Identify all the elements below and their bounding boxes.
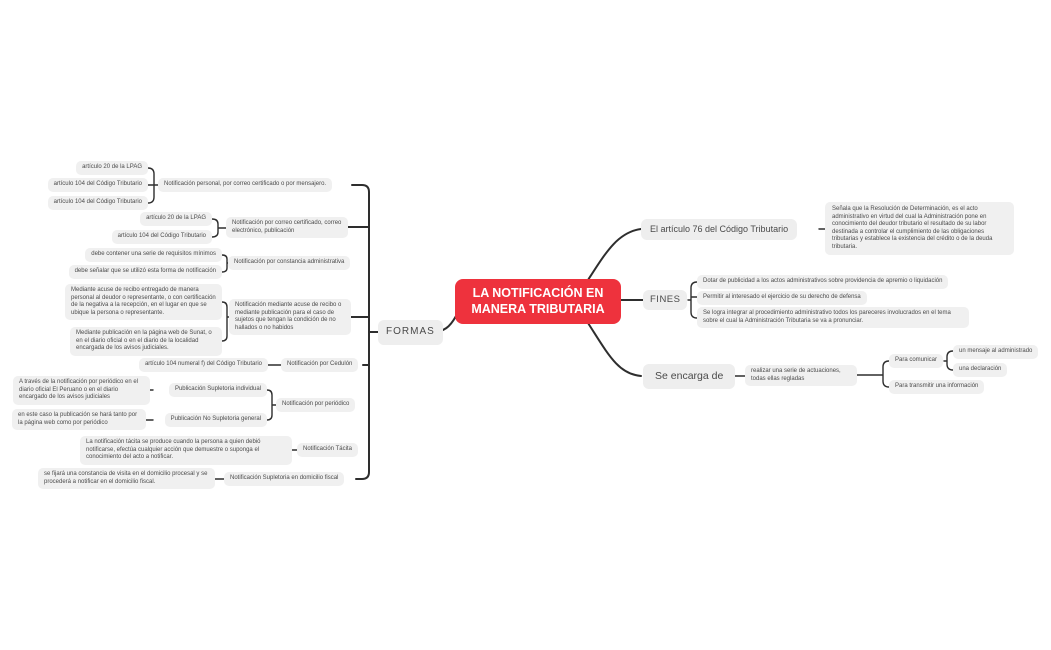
source-node[interactable]: artículo 104 del Código Tributario (48, 196, 148, 210)
source-node[interactable]: A través de la notificación por periódico en el diario oficial El Peruano o en el diario encargado de los avisos judiciales (13, 376, 150, 405)
branch-fines-node[interactable]: FINES (643, 290, 687, 310)
publication-node[interactable]: Publicación No Supletoria general (165, 413, 267, 427)
branch-encarga-node[interactable]: Se encarga de (643, 364, 735, 389)
fines-item-node[interactable]: Dotar de publicidad a los actos administrativos sobre providencia de apremio o liquidación (697, 275, 948, 289)
source-node[interactable]: Mediante acuse de recibo entregado de manera personal al deudor o representante, o con certificación de la negativa a la recepción, en el lugar en que se ubique la persona o representante. (65, 284, 222, 320)
notification-type-node[interactable]: Notificación Tácita (297, 443, 358, 457)
comunicar-item-node[interactable]: una declaración (953, 363, 1007, 377)
source-node[interactable]: artículo 104 del Código Tributario (112, 230, 212, 244)
branch-formas-node[interactable]: FORMAS (378, 320, 443, 345)
source-node[interactable]: La notificación tácita se produce cuando la persona a quien debió notificarse, efectúa cualquier acción que demuestre o suponga el conocimiento del acto a notificar. (80, 436, 292, 465)
fines-item-node[interactable]: Se logra integrar al procedimiento administrativo todos los pareceres involucrados en el tema sobre el cual la Administración Tributaria se va a pronunciar. (697, 307, 969, 328)
notification-type-node[interactable]: Notificación por periódico (276, 398, 355, 412)
publication-node[interactable]: Publicación Supletoria individual (169, 383, 267, 397)
branch-articulo76-node[interactable]: El artículo 76 del Código Tributario (641, 219, 797, 240)
encarga-action-node[interactable]: realizar una serie de actuaciones, todas ellas regladas (745, 365, 857, 386)
central-topic-node[interactable]: LA NOTIFICACIÓN EN MANERA TRIBUTARIA (455, 279, 621, 324)
source-node[interactable]: en este caso la publicación se hará tanto por la página web como por periódico (12, 409, 146, 430)
source-node[interactable]: debe señalar que se utilizó esta forma de notificación (69, 265, 222, 279)
notification-type-node[interactable]: Notificación por correo certificado, correo electrónico, publicación (226, 217, 348, 238)
comunicar-item-node[interactable]: un mensaje al administrado (953, 345, 1038, 359)
notification-type-node[interactable]: Notificación personal, por correo certificado o por mensajero. (158, 178, 332, 192)
notification-type-node[interactable]: Notificación mediante acuse de recibo o mediante publicación para el caso de sujetos que tengan la condición de no hallados o no habidos (229, 299, 351, 335)
source-node[interactable]: artículo 20 de la LPAG (140, 212, 212, 226)
para-comunicar-node[interactable]: Para comunicar (889, 354, 943, 368)
source-node[interactable]: artículo 104 del Código Tributario (48, 178, 148, 192)
source-node[interactable]: se fijará una constancia de visita en el domicilio procesal y se procederá a notificar en el domicilio fiscal. (38, 468, 215, 489)
notification-type-node[interactable]: Notificación Supletoria en domicilio fiscal (224, 472, 344, 486)
source-node[interactable]: debe contener una serie de requisitos mínimos (85, 248, 222, 262)
source-node[interactable]: artículo 20 de la LPAG (76, 161, 148, 175)
fines-item-node[interactable]: Permitir al interesado el ejercicio de su derecho de defensa (697, 291, 867, 305)
para-transmitir-node[interactable]: Para transmitir una información (889, 380, 984, 394)
source-node[interactable]: artículo 104 numeral f) del Código Tributario (139, 358, 268, 372)
notification-type-node[interactable]: Notificación por Cedulón (281, 358, 358, 372)
notification-type-node[interactable]: Notificación por constancia administrativa (228, 256, 350, 270)
source-node[interactable]: Mediante publicación en la página web de Sunat, o en el diario oficial o en el diario de la localidad encargada de los avisos judiciales. (70, 327, 222, 356)
articulo76-note-node[interactable]: Señala que la Resolución de Determinación, es el acto administrativo en virtud del cual la Administración pone en conocimiento del deudor tributario el resultado de su labor destinada a controlar el cumplimiento de las obligaciones tributarias y establece la existencia del crédito o de la deuda tributaria. (825, 202, 1014, 255)
